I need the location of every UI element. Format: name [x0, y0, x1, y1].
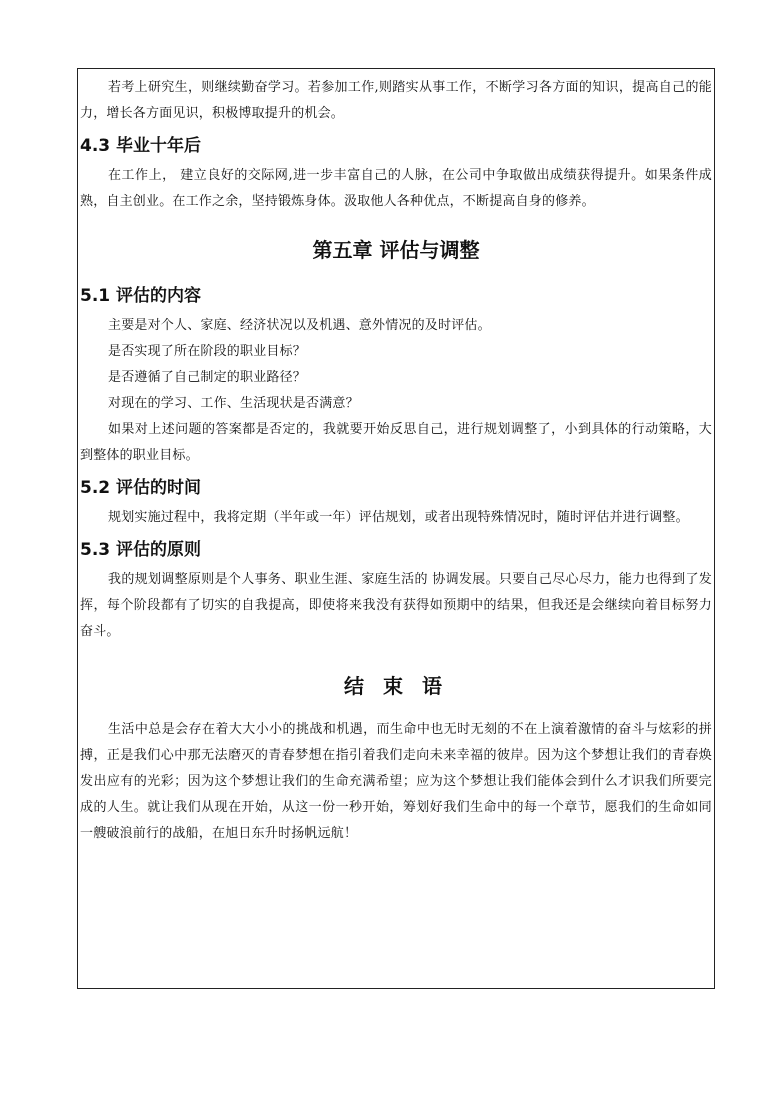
document-body	[78, 69, 714, 847]
paragraph-5-1-e: 如果对上述问题的答案都是否定的，我就要开始反思自己，进行规划调整了，小到具体的行动策略，大到整体的职业目标。	[80, 422, 712, 463]
paragraph-4-3: 在工作上， 建立良好的交际网,进一步丰富自己的人脉，在公司中争取做出成绩获得提升。如果条件成熟，自主创业。在工作之余，坚持锻炼身体。汲取他人各种优点，不断提高自身的修养。	[80, 168, 712, 209]
paragraph-5-1-b: 是否实现了所在阶段的职业目标？	[108, 344, 307, 359]
heading-4-3: 4.3 毕业十年后	[80, 136, 202, 156]
paragraph-intro: 若考上研究生，则继续勤奋学习。若参加工作,则踏实从事工作，不断学习各方面的知识，提高自己的能力，增长各方面见识，积极博取提升的机会。	[80, 80, 712, 121]
heading-5-3: 5.3 评估的原则	[80, 540, 202, 560]
heading-5-2: 5.2 评估的时间	[80, 478, 202, 498]
paragraph-5-3: 我的规划调整原则是个人事务、职业生涯、家庭生活的 协调发展。只要自己尽心尽力，能力也得到了发挥，每个阶段都有了切实的自我提高，即使将来我没有获得如预期中的结果，但我还是会继续向着目标努力奋斗。	[80, 572, 712, 639]
heading-5-1: 5.1 评估的内容	[80, 286, 202, 306]
page-frame	[77, 68, 715, 989]
paragraph-5-1-c: 是否遵循了自己制定的职业路径？	[108, 370, 307, 385]
paragraph-5-2: 规划实施过程中，我将定期（半年或一年）评估规划，或者出现特殊情况时，随时评估并进行调整。	[108, 510, 689, 525]
paragraph-5-1-d: 对现在的学习、工作、生活现状是否满意？	[108, 396, 359, 411]
paragraph-5-1-a: 主要是对个人、家庭、经济状况以及机遇、意外情况的及时评估。	[108, 318, 491, 333]
paragraph-conclusion: 生活中总是会存在着大大小小的挑战和机遇，而生命中也无时无刻的不在上演着激情的奋斗与炫彩的拼搏，正是我们心中那无法磨灭的青春梦想在指引着我们走向未来幸福的彼岸。因为这个梦想让我们的青春焕发出应有的光彩；因为这个梦想让我们的生命充满希望；应为这个梦想让我们能体会到什么才识我们所要完成的人生。就让我们从现在开始，从这一份一秒开始，筹划好我们生命中的每一个章节，愿我们的生命如同一艘破浪前行的战船，在旭日东升时扬帆远航！	[80, 722, 712, 841]
conclusion-title: 结 束 语	[344, 674, 448, 698]
chapter-title: 第五章 评估与调整	[312, 238, 480, 262]
